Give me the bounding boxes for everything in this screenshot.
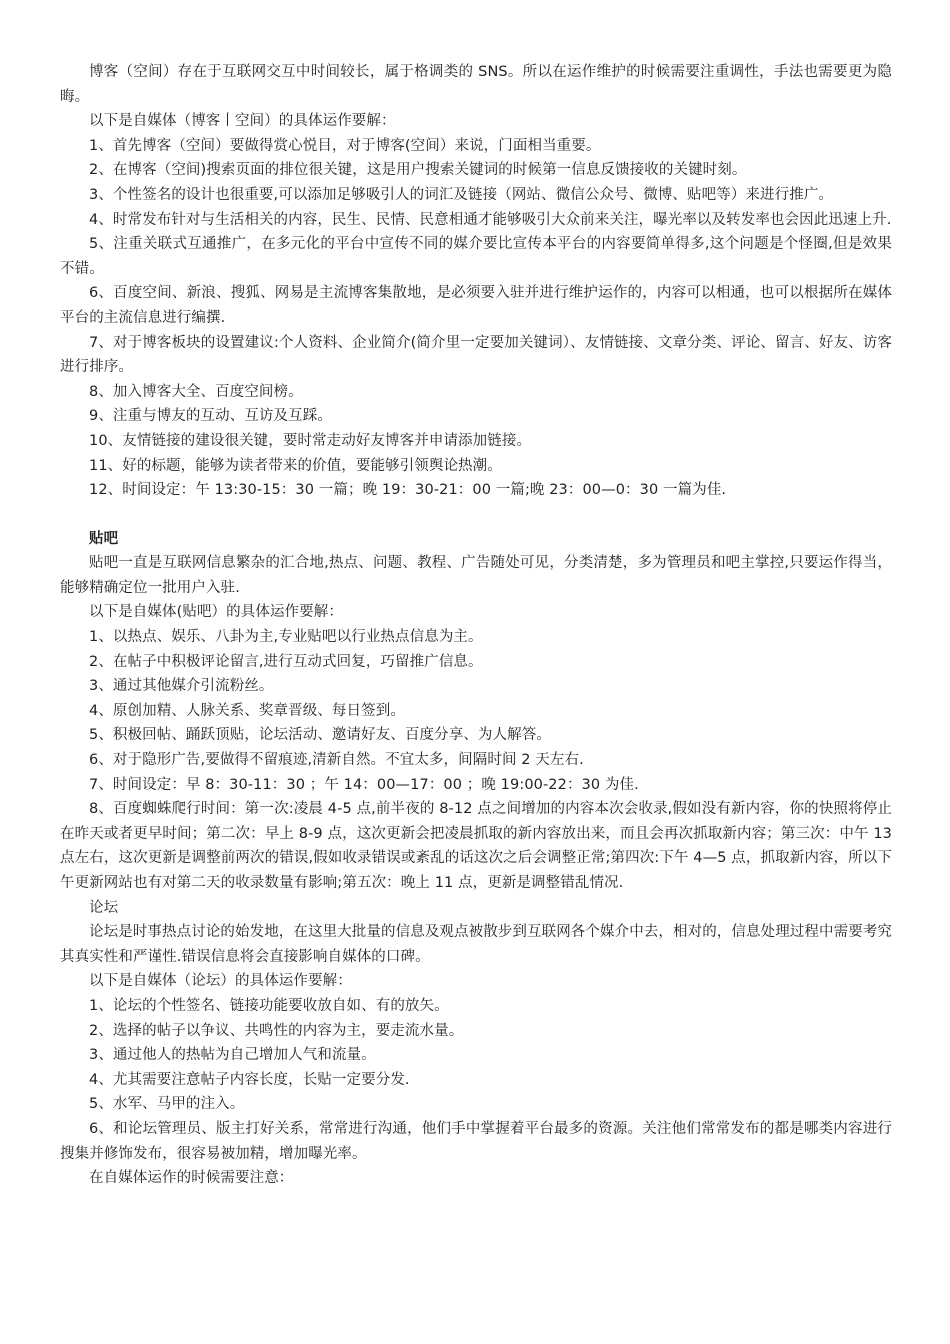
tieba-item: 8、百度蜘蛛爬行时间：第一次:凌晨 4-5 点,前半夜的 8-12 点之间增加的内容本次会收录,假如没有新内容，你的快照将停止在昨天或者更早时间；第二次：早上 8-9 点，这次更新会把凌晨抓取的新内容放出来，而且会再次抓取新内容；第三次：中午 13 点左右，这次更新是调整前两次的错误,假如收录错误或紊乱的话这次之后会调整正常;第四次:下午 4—5 点，抓取新内容，所以下午更新网站也有对第二天的收录数量有影响;第五次：晚上 11 点，更新是调整错乱情况. <box>60 801 892 891</box>
tieba-lead-paragraph: 以下是自媒体(贴吧）的具体运作要解： <box>89 604 343 621</box>
forum-heading: 论坛 <box>89 899 119 916</box>
tieba-item: 2、在帖子中积极评论留言,进行互动式回复，巧留推广信息。 <box>89 653 483 670</box>
forum-item: 3、通过他人的热帖为自己增加人气和流量。 <box>89 1047 376 1064</box>
tieba-item: 3、通过其他媒介引流粉丝。 <box>89 678 274 695</box>
forum-closing-paragraph: 在自媒体运作的时候需要注意： <box>89 1170 294 1187</box>
blog-item: 12、时间设定：午 13:30-15：30 一篇；晚 19：30-21：00 一篇;晚 23：00—0：30 一篇为佳. <box>89 482 727 499</box>
blog-lead-paragraph: 以下是自媒体（博客丨空间）的具体运作要解： <box>89 113 396 130</box>
blog-item: 1、首先博客（空间）要做得赏心悦目，对于博客(空间）来说，门面相当重要。 <box>89 137 601 154</box>
forum-item: 4、尤其需要注意帖子内容长度，长贴一定要分发. <box>89 1071 410 1088</box>
forum-intro-paragraph: 论坛是时事热点讨论的始发地，在这里大批量的信息及观点被散步到互联网各个媒介中去，相对的，信息处理过程中需要考究其真实性和严谨性.错误信息将会直接影响自媒体的口碑。 <box>60 924 892 965</box>
tieba-item: 1、以热点、娱乐、八卦为主,专业贴吧以行业热点信息为主。 <box>89 629 483 646</box>
tieba-item: 7、时间设定：早 8：30-11：30 ；午 14：00—17：00 ；晚 19:00-22：30 为佳. <box>89 776 639 793</box>
blog-section <box>60 60 892 503</box>
blog-item: 9、注重与博友的互动、互访及互踩。 <box>89 408 332 425</box>
blog-intro-paragraph: 博客（空间）存在于互联网交互中时间较长，属于格调类的 SNS。所以在运作维护的时候需要注重调性，手法也需要更为隐晦。 <box>60 64 892 105</box>
tieba-item: 6、对于隐形广告,要做得不留痕迹,清新自然。不宜太多，间隔时间 2 天左右. <box>89 752 584 769</box>
blog-item: 4、时常发布针对与生活相关的内容，民生、民情、民意相通才能够吸引大众前来关注，曝光率以及转发率也会因此迅速上升. <box>89 211 892 228</box>
blog-item: 7、对于博客板块的设置建议:个人资料、企业简介(简介里一定要加关键词）、友情链接、文章分类、评论、留言、好友、访客进行排序。 <box>60 334 892 376</box>
blog-item: 6、百度空间、新浪、搜狐、网易是主流博客集散地，是必须要入驻并进行维护运作的，内容可以相通，也可以根据所在媒体平台的主流信息进行编撰. <box>60 285 892 326</box>
tieba-item: 5、积极回帖、踊跃顶贴，论坛活动、邀请好友、百度分享、为人解答。 <box>89 727 551 744</box>
forum-item: 5、水军、马甲的注入。 <box>89 1096 245 1113</box>
forum-item: 2、选择的帖子以争议、共鸣性的内容为主，要走流水量。 <box>89 1022 464 1039</box>
forum-section <box>60 896 892 1191</box>
blog-item: 11、好的标题，能够为读者带来的价值，要能够引领舆论热潮。 <box>89 457 502 474</box>
blog-item: 2、在博客（空间)搜索页面的排位很关键，这是用户搜索关键词的时候第一信息反馈接收的关键时刻。 <box>89 162 747 179</box>
section-spacer <box>60 503 892 527</box>
blog-item: 8、加入博客大全、百度空间榜。 <box>89 383 303 400</box>
blog-item: 5、注重关联式互通推广，在多元化的平台中宣传不同的媒介要比宣传本平台的内容要简单得多,这个问题是个怪圈,但是效果不错。 <box>60 236 892 277</box>
tieba-section <box>60 527 892 896</box>
tieba-heading: 贴吧 <box>89 530 119 547</box>
blog-item: 3、个性签名的设计也很重要,可以添加足够吸引人的词汇及链接（网站、微信公众号、微博、贴吧等）来进行推广。 <box>89 186 834 203</box>
tieba-item: 4、原创加精、人脉关系、奖章晋级、每日签到。 <box>89 702 405 719</box>
blog-item: 10、友情链接的建设很关键，要时常走动好友博客并申请添加链接。 <box>89 432 532 449</box>
forum-lead-paragraph: 以下是自媒体（论坛）的具体运作要解： <box>89 973 352 990</box>
forum-item: 1、论坛的个性签名、链接功能要收放自如、有的放矢。 <box>89 997 449 1014</box>
tieba-intro-paragraph: 贴吧一直是互联网信息繁杂的汇合地,热点、问题、教程、广告随处可见，分类清楚，多为管理员和吧主掌控,只要运作得当，能够精确定位一批用户入驻. <box>60 555 892 596</box>
forum-item: 6、和论坛管理员、版主打好关系，常常进行沟通，他们手中掌握着平台最多的资源。关注他们常常发布的都是哪类内容进行搜集并修饰发布，很容易被加精，增加曝光率。 <box>60 1120 892 1162</box>
